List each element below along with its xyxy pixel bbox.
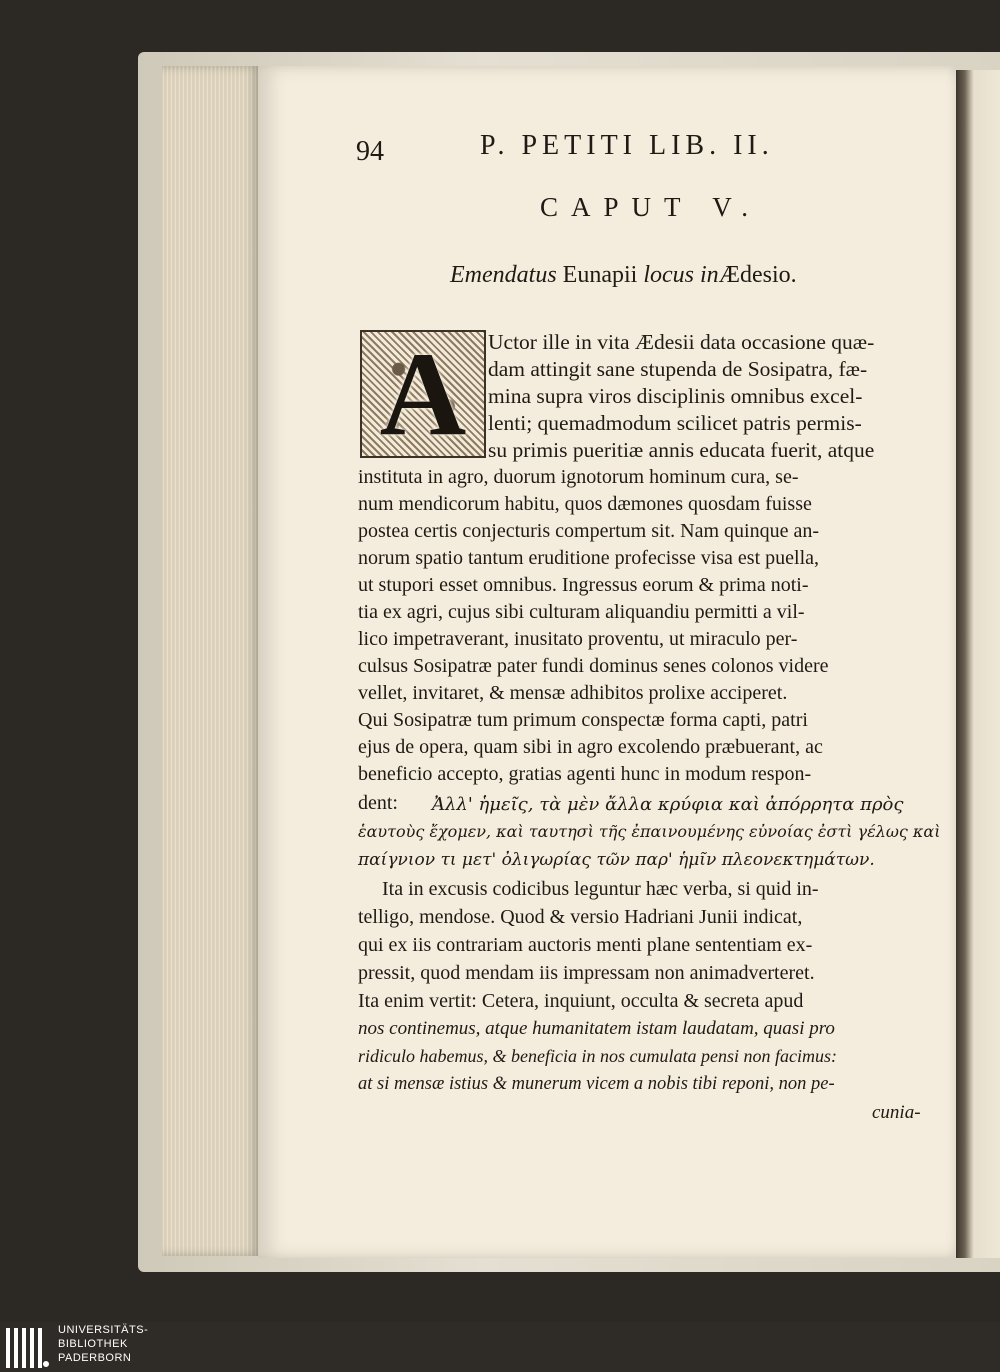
text-line: beneficio accepto, gratias agenti hunc in modum respon- [358, 763, 812, 785]
text-line: postea certis conjecturis compertum sit. Nam quinque an- [358, 520, 819, 542]
chapter-subtitle [450, 262, 797, 289]
text-line: Qui Sosipatræ tum primum conspectæ forma capti, patri [358, 709, 808, 731]
text-line: su primis pueritiæ annis educata fuerit, atque [488, 438, 875, 462]
greek-line: ἑαυτοὺς ἔχομεν, καὶ ταυτησὶ τῆς ἐπαινουμένης εὐνοίας ἐστὶ γέλως καὶ [358, 822, 941, 841]
text-line: culsus Sosipatræ pater fundi dominus senes colonos videre [358, 655, 829, 677]
text-line: mina supra viros disciplinis omnibus excel- [488, 384, 863, 408]
page-header [356, 130, 826, 170]
library-footer [0, 1322, 1000, 1372]
text-line: vellet, invitaret, & mensæ adhibitos prolixe acciperet. [358, 682, 788, 704]
greek-line: Ἀλλ' ἡμεῖς, τὰ μὲν ἄλλα κρύφια καὶ ἀπόρρητα πρὸς [432, 794, 904, 815]
text-line: dent: [358, 792, 398, 814]
text-line: Ita in excusis codicibus leguntur hæc verba, si quid in- [382, 878, 819, 900]
library-name-line-3: PADERBORN [58, 1352, 132, 1364]
text-line: Uctor ille in vita Ædesii data occasione quæ- [488, 330, 875, 354]
subtitle-part-2: Eunapii [556, 262, 644, 288]
text-line: instituta in agro, duorum ignotorum hominum cura, se- [358, 466, 799, 488]
facing-page-edge [956, 70, 1000, 1258]
subtitle-part-4: Ædesio. [718, 262, 797, 288]
library-logo-icon [4, 1326, 52, 1370]
subtitle-part-1: Emendatus [450, 262, 557, 288]
page-number: 94 [356, 136, 384, 167]
italic-line: ridiculo habemus, & beneficia in nos cumulata pensi non facimus: [358, 1046, 837, 1066]
text-line: ejus de opera, quam sibi in agro excolendo præbuerant, ac [358, 736, 823, 758]
library-name [58, 1323, 148, 1365]
running-title: P. PETITI LIB. II. [480, 130, 774, 161]
library-name-line-2: BIBLIOTHEK [58, 1338, 128, 1350]
italic-line: at si mensæ istius & munerum vicem a nobis tibi reponi, non pe- [358, 1074, 835, 1094]
text-line: Ita enim vertit: Cetera, inquiunt, occulta & secreta apud [358, 990, 804, 1012]
text-line: pressit, quod mendam iis impressam non animadverteret. [358, 962, 815, 984]
text-line: dam attingit sane stupenda de Sosipatra, fæ- [488, 357, 868, 381]
chapter-heading: CAPUT V. [540, 192, 762, 222]
text-line: telligo, mendose. Quod & versio Hadriani Junii indicat, [358, 906, 803, 928]
text-line: lenti; quemadmodum scilicet patris permis- [488, 411, 862, 435]
greek-line: παίγνιον τι μετ' ὀλιγωρίας τῶν παρ' ἡμῖν πλεονεκτημάτων. [358, 850, 875, 870]
library-name-line-1: UNIVERSITÄTS- [58, 1324, 149, 1336]
subtitle-part-3: locus in [643, 262, 719, 288]
text-line: norum spatio tantum eruditione profecisse visa est puella, [358, 547, 819, 569]
text-line: ut stupori esset omnibus. Ingressus eorum & prima noti- [358, 574, 809, 596]
catchword: cunia- [872, 1102, 921, 1123]
text-line: qui ex iis contrariam auctoris menti plane sententiam ex- [358, 934, 813, 956]
text-line: lico impetraverant, inusitato proventu, ut miraculo per- [358, 628, 798, 650]
initial-letter: A [379, 327, 467, 460]
text-line: tia ex agri, cujus sibi culturam aliquandiu permitti a vil- [358, 601, 805, 623]
italic-line: nos continemus, atque humanitatem istam laudatam, quasi pro [358, 1018, 835, 1039]
decorated-initial [360, 327, 486, 460]
text-line: num mendicorum habitu, quos dæmones quosdam fuisse [358, 493, 812, 515]
page-edges [162, 66, 260, 1256]
